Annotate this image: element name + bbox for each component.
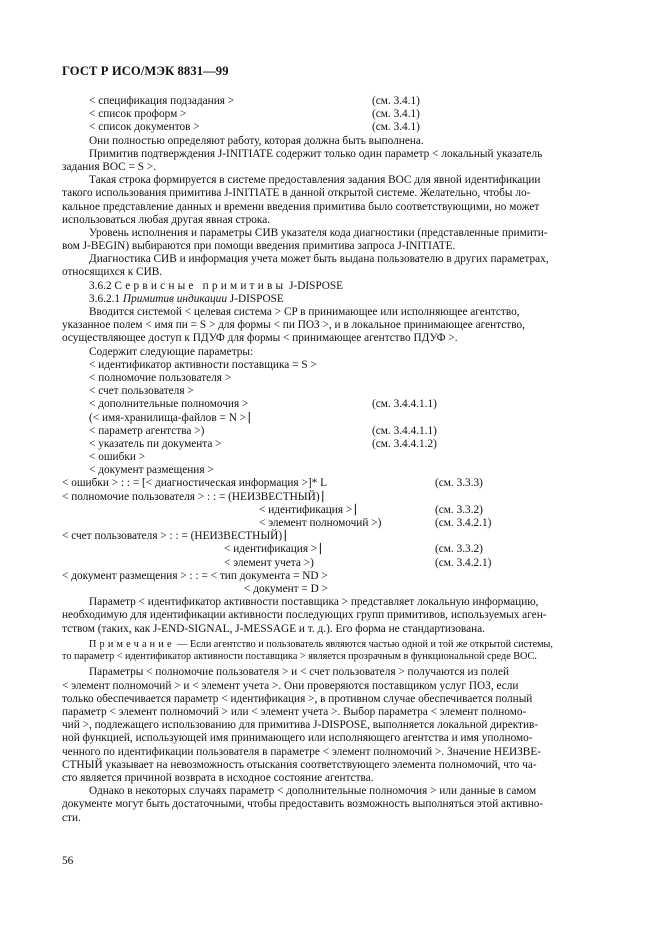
paragraph: Такая строка формируется в системе предоставления задания ВОС для явной идентификации такого использования примитива J-INITIATE в данной открытой системе. Желательно, чтобы ло- кальное представление данных и времени введения примитива было соответствующими, но может использоваться любая другая явная строка. [62,174,541,226]
parameter-item: < указатель пи документа > (см. 3.4.4.1.2) [89,437,437,450]
parameter-item: (< имя-хранилища-файлов = N > ⎸ [89,411,261,424]
paragraph: Уровень исполнения и параметры СИВ указателя кода диагностики (представленные примити- вом J-BEGIN) выбираются при помощи введения примитива запроса J-INITIATE. [62,226,548,253]
paragraph: Диагностика СИВ и информация учета может быть выдана пользователю в других параметрах, относящихся к СИВ. [62,253,549,279]
paragraph: Параметр < идентификатор активности поставщика > представляет локальную информацию, необходимую для идентификации активности последующих групп примитивов, используемых аген- тством (таких, как J-END-SIGNAL, J-MESSAGE и т. д.). Его форма не стандартизована. [62,596,547,635]
paragraph: Примитив подтверждения J-INITIATE содержит только один параметр < локальный указатель задания ВОС = S >. [62,147,543,173]
page-number: 56 [62,855,74,867]
paragraph: Содержит следующие параметры: [89,345,254,358]
parameter-item: < документ размещения > [89,464,214,477]
grammar-line: < документ = D > [244,582,328,595]
parameter-item: < дополнительные полномочия > (см. 3.4.4.1.1) [89,398,437,411]
paragraph: Однако в некоторых случаях параметр < дополнительные полномочия > или данные в самом документе могут быть достаточными, чтобы предоставить возможность выполняться этой активно- сти. [62,785,544,824]
parameter-item: < ошибки > [89,451,146,464]
section-heading: 3.6.2 Сервисные примитивы J-DISPOSE [89,279,344,292]
paragraph: Параметры < полномочие пользователя > и < счет пользователя > получаются из полей < элемент полномочий > и < элемент учета >. Они проверяются поставщиком услуг ПОЗ, если только обеспечивается параметр < идентификация >, в противном случае обеспечивается полный параметр < элемент полномочий > или < элемент учета >. Выбор параметра < элемент полномо- чий >, подлежащего использованию для примитива J-DISPOSE, выполняется локальной директив- ной функцией, использующей имя принимающего или исполняющего агентства и имя уполномо- ченного по идентификации пользователя в параметре < элемент полномочий >. Значение НЕИЗВЕ- СТНЫЙ указывает на невозможность отыскания соответствующего элемента полномочий, что ча- сто является причиной возврата в исходное состояние агентства. [62,666,541,784]
page-content [62,95,598,825]
grammar-line: < элемент учета >) (см. 3.4.2.1) [224,556,492,569]
note: Примечание — Если агентство и пользователь являются частью одной и той же открытой системы, то параметр < идентификатор активности поставщика > является прозрачным в функциональной среде ВОС. [62,638,553,663]
list-item: < спецификация подзадания > (см. 3.4.1) [89,95,420,107]
note-label: Примечание [89,638,175,650]
grammar-line: < документ размещения > : : = < тип документа = ND > [62,569,328,582]
grammar-line: < ошибки > : : = [< диагностическая информация >]* L (см. 3.3.3) [62,477,483,490]
parameter-item: < счет пользователя > [89,385,194,398]
grammar-line: < идентификация > ⎸ (см. 3.3.2) [224,543,483,556]
paragraph: Они полностью определяют работу, которая должна быть выполнена. [89,134,424,147]
list-item: < список документов > (см. 3.4.1) [89,121,420,134]
list-item: < список проформ > (см. 3.4.1) [89,108,420,121]
parameter-item: < полномочие пользователя > [89,371,232,384]
paragraph: Вводится системой < целевая система > CP в принимающее или исполняющее агентство, указанное полем < имя пи = S > для формы < пи ПОЗ >, и в локальное принимающее агентство, осуществляющее доступ к ПДУФ для формы < принимающее агентство ПДУФ >. [62,306,525,345]
subsection-heading: 3.6.2.1 Примитив индикации J-DISPOSE [89,292,284,305]
grammar-line: < счет пользователя > : : = (НЕИЗВЕСТНЫЙ) ⎸ [62,530,297,543]
document-header: ГОСТ Р ИСО/МЭК 8831—99 [62,64,229,78]
parameter-item: < параметр агентства >) (см. 3.4.4.1.1) [89,424,437,437]
grammar-line: < полномочие пользователя > : : = (НЕИЗВЕСТНЫЙ) ⎸ [62,490,334,503]
parameter-item: < идентификатор активности поставщика = S > [89,358,317,371]
grammar-line: < элемент полномочий >) (см. 3.4.2.1) [259,517,492,529]
grammar-line: < идентификация > ⎸ (см. 3.3.2) [259,503,483,516]
